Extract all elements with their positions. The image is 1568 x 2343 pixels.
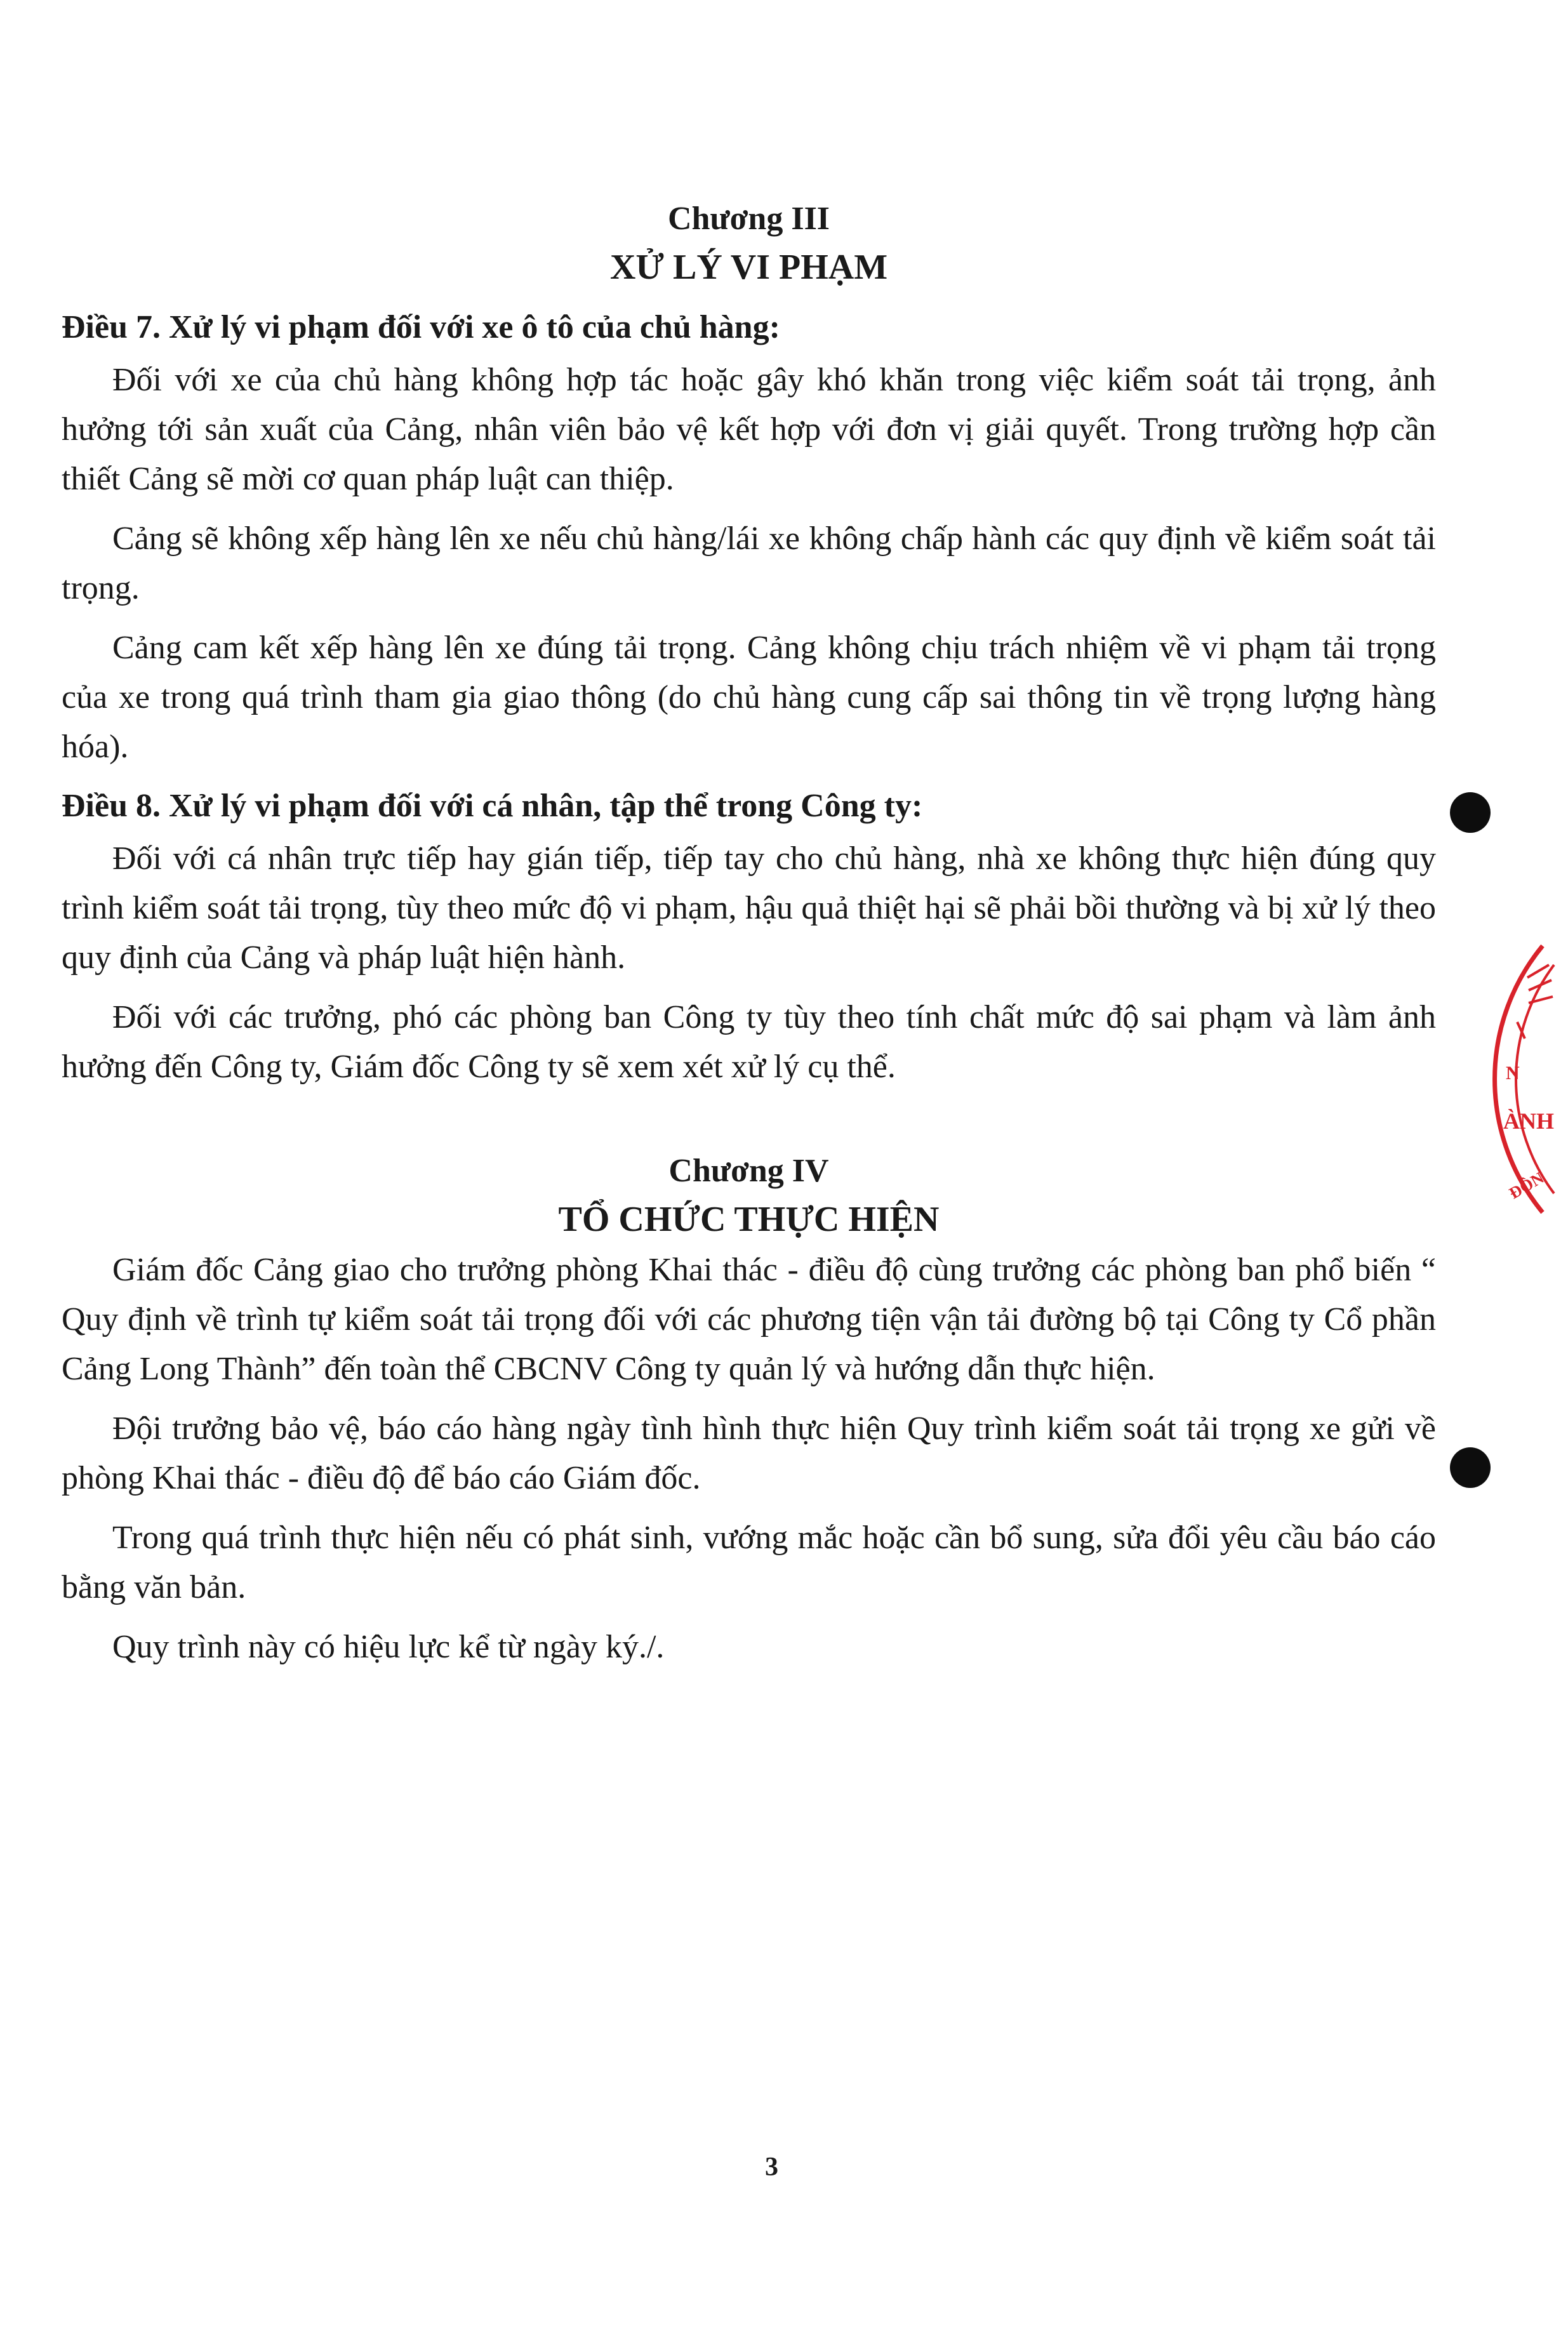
- article-8-paragraph: Đối với cá nhân trực tiếp hay gián tiếp, tiếp tay cho chủ hàng, nhà xe không thực hiện đúng quy trình kiểm soát tải trọng, tùy theo mức độ vi phạm, hậu quả thiệt hại sẽ phải bồi thường và bị xử lý theo quy định của Cảng và pháp luật hiện hành.: [62, 840, 1436, 976]
- article-7-paragraph: Đối với xe của chủ hàng không hợp tác hoặc gây khó khăn trong việc kiểm soát tải trọng, ảnh hưởng tới sản xuất của Cảng, nhân viên bảo vệ kết hợp với đơn vị giải quyết. Trong trường hợp cần thiết Cảng sẽ mời cơ quan pháp luật can thiệp.: [62, 362, 1436, 497]
- svg-text:ÀNH: ÀNH: [1503, 1108, 1554, 1134]
- chapter-4-paragraph: Đội trưởng bảo vệ, báo cáo hàng ngày tình hình thực hiện Quy trình kiểm soát tải trọng xe gửi về phòng Khai thác - điều độ để báo cáo Giám đốc.: [62, 1410, 1436, 1496]
- chapter-3-number: Chương III: [667, 201, 830, 237]
- chapter-4-number: Chương IV: [668, 1153, 829, 1189]
- article-7-paragraph: Cảng cam kết xếp hàng lên xe đúng tải trọng. Cảng không chịu trách nhiệm về vi phạm tải trọng của xe trong quá trình tham gia giao thông (do chủ hàng cung cấp sai thông tin về trọng lượng hàng hóa).: [62, 630, 1436, 765]
- svg-text:N: N: [1506, 1063, 1520, 1084]
- punch-hole: [1450, 792, 1491, 833]
- article-7-paragraph: Cảng sẽ không xếp hàng lên xe nếu chủ hàng/lái xe không chấp hành các quy định về kiểm soát tải trọng.: [62, 521, 1436, 606]
- chapter-4-paragraph: Trong quá trình thực hiện nếu có phát sinh, vướng mắc hoặc cần bổ sung, sửa đổi yêu cầu báo cáo bằng văn bản.: [62, 1520, 1436, 1605]
- chapter-4-paragraph: Giám đốc Cảng giao cho trưởng phòng Khai thác - điều độ cùng trưởng các phòng ban phổ biến “ Quy định về trình tự kiểm soát tải trọng đối với các phương tiện vận tải đường bộ tại Công ty Cổ phần Cảng Long Thành” đến toàn thể CBCNV Công ty quản lý và hướng dẫn thực hiện.: [62, 1252, 1436, 1387]
- chapter-4-paragraph: Quy trình này có hiệu lực kể từ ngày ký./.: [112, 1629, 665, 1665]
- punch-hole: [1450, 1447, 1491, 1488]
- chapter-4: [62, 1149, 1436, 1672]
- page-number: 3: [765, 2153, 778, 2182]
- company-seal-stamp: [1473, 927, 1568, 1231]
- article-8-heading: Điều 8. Xử lý vi phạm đối với cá nhân, tập thể trong Công ty:: [62, 788, 923, 824]
- article-8-paragraph: Đối với các trưởng, phó các phòng ban Công ty tùy theo tính chất mức độ sai phạm và làm ảnh hưởng đến Công ty, Giám đốc Công ty sẽ xem xét xử lý cụ thể.: [62, 999, 1436, 1085]
- chapter-3: [62, 197, 1436, 1092]
- chapter-3-title: XỬ LÝ VI PHẠM: [609, 248, 888, 287]
- document-body: [62, 197, 1436, 1682]
- chapter-4-title: TỔ CHỨC THỰC HIỆN: [558, 1200, 940, 1239]
- svg-text:ĐÔN: ĐÔN: [1506, 1168, 1547, 1203]
- article-7-heading: Điều 7. Xử lý vi phạm đối với xe ô tô của chủ hàng:: [62, 309, 780, 345]
